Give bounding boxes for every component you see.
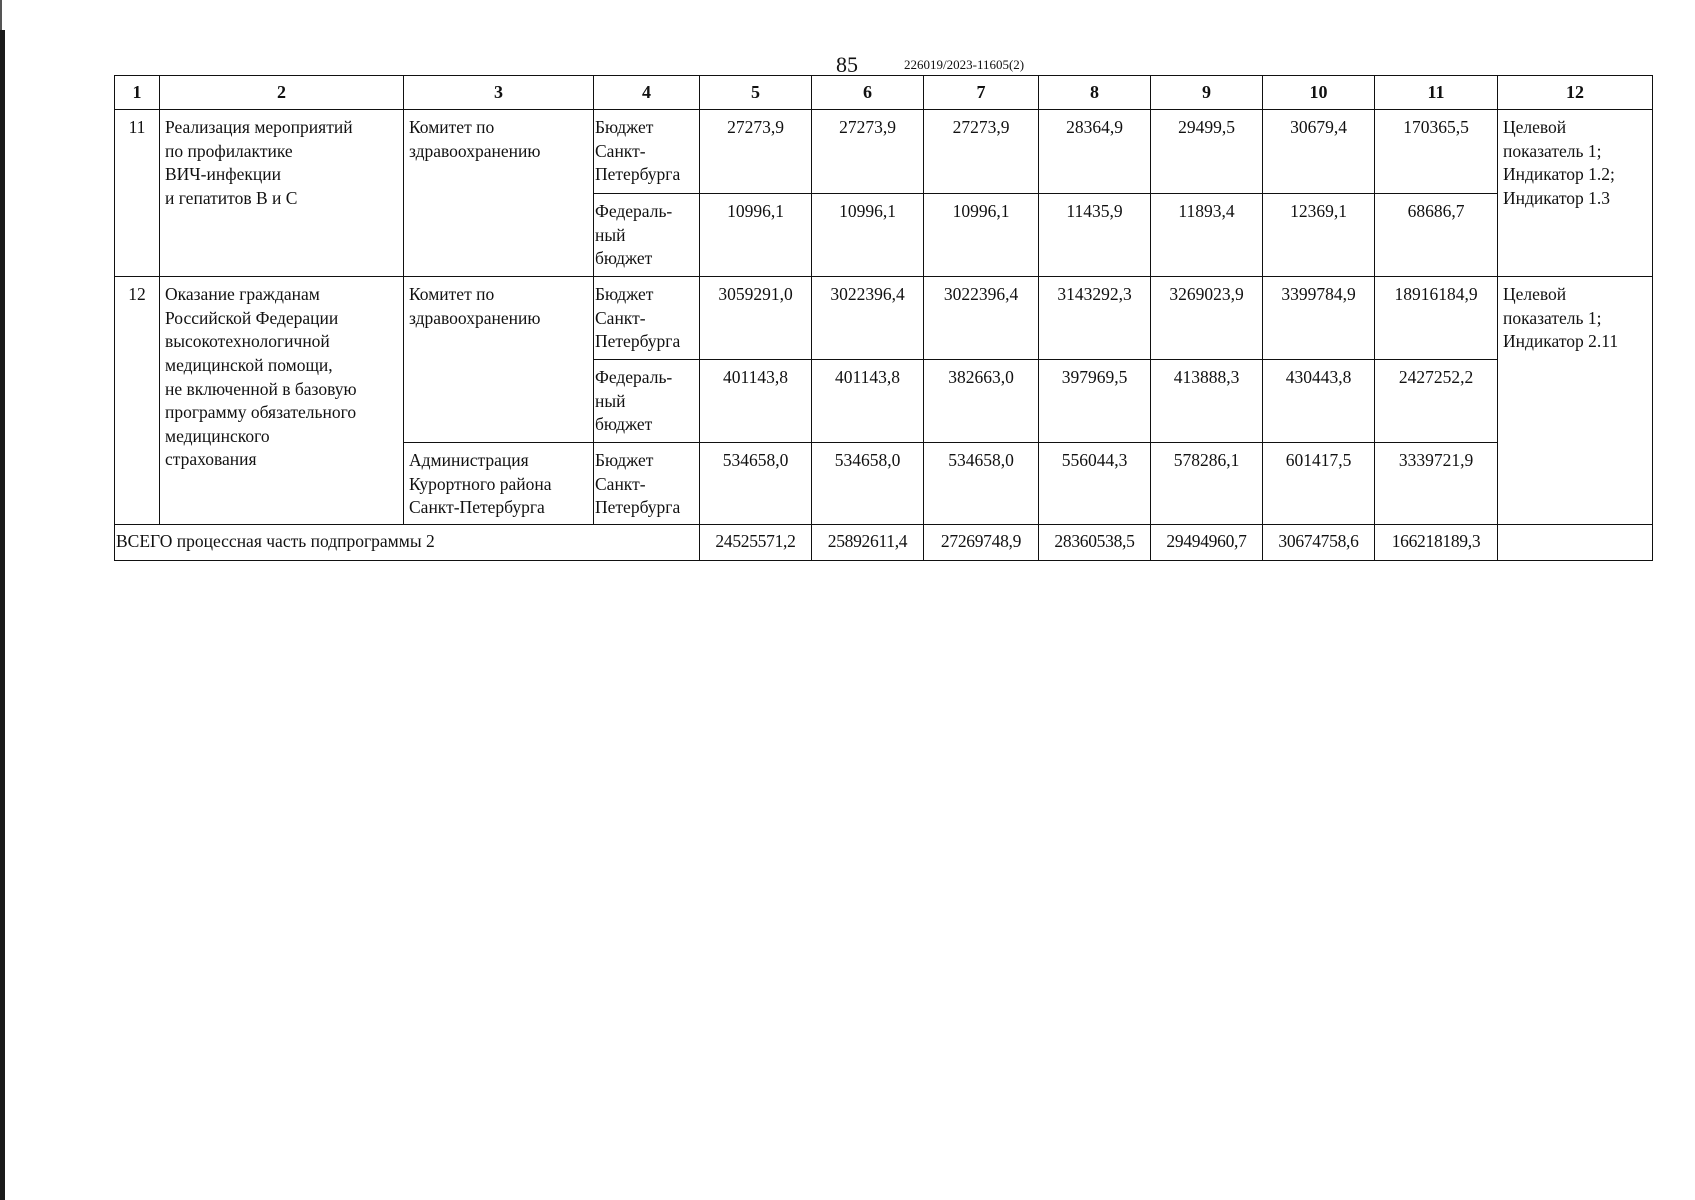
empty-indicator-cell [1498, 525, 1653, 561]
funding-source: Бюджет Санкт- Петербурга [594, 110, 700, 194]
indicators: Целевой показатель 1; Индикатор 1.2; Индикатор 1.3 [1498, 110, 1653, 277]
amount-total-cell: 2427252,2 [1375, 360, 1498, 443]
amount-total-cell: 18916184,9 [1375, 277, 1498, 360]
col-header: 7 [924, 76, 1039, 110]
page-number: 85 [836, 52, 858, 77]
executor: Администрация Курортного района Санкт-Петербурга [404, 443, 594, 525]
total-cell: 28360538,5 [1039, 525, 1151, 561]
scan-binding-edge-top [0, 0, 2, 30]
table-row [115, 110, 1653, 194]
amount-cell: 401143,8 [700, 360, 812, 443]
amount-cell: 10996,1 [924, 194, 1039, 277]
amount-cell: 10996,1 [700, 194, 812, 277]
amount-cell: 3399784,9 [1263, 277, 1375, 360]
event-name: Реализация мероприятий по профилактике ВИЧ-инфекции и гепатитов В и С [160, 110, 404, 277]
col-header: 6 [812, 76, 924, 110]
total-label: ВСЕГО процессная часть подпрограммы 2 [115, 525, 700, 561]
col-header: 11 [1375, 76, 1498, 110]
event-name: Оказание гражданам Российской Федерации высокотехнологичной медицинской помощи, не включенной в базовую программу обязательного медицинского страхования [160, 277, 404, 525]
amount-cell: 3143292,3 [1039, 277, 1151, 360]
amount-cell: 12369,1 [1263, 194, 1375, 277]
budget-table [114, 75, 1653, 561]
amount-cell: 534658,0 [700, 443, 812, 525]
amount-cell: 430443,8 [1263, 360, 1375, 443]
amount-cell: 3022396,4 [924, 277, 1039, 360]
total-cell: 30674758,6 [1263, 525, 1375, 561]
col-header: 12 [1498, 76, 1653, 110]
amount-cell: 11435,9 [1039, 194, 1151, 277]
header-row [115, 76, 1653, 110]
executor: Комитет по здравоохранению [404, 277, 594, 443]
total-cell: 29494960,7 [1151, 525, 1263, 561]
col-header: 9 [1151, 76, 1263, 110]
col-header: 8 [1039, 76, 1151, 110]
col-header: 3 [404, 76, 594, 110]
amount-cell: 30679,4 [1263, 110, 1375, 194]
col-header: 2 [160, 76, 404, 110]
amount-cell: 28364,9 [1039, 110, 1151, 194]
amount-total-cell: 170365,5 [1375, 110, 1498, 194]
amount-cell: 534658,0 [812, 443, 924, 525]
table-row [115, 277, 1653, 360]
col-header: 10 [1263, 76, 1375, 110]
total-cell: 166218189,3 [1375, 525, 1498, 561]
scan-binding-edge [0, 30, 5, 1200]
total-row [115, 525, 1653, 561]
amount-cell: 534658,0 [924, 443, 1039, 525]
funding-source: Бюджет Санкт- Петербурга [594, 443, 700, 525]
row-number: 12 [115, 277, 160, 525]
amount-total-cell: 68686,7 [1375, 194, 1498, 277]
amount-cell: 601417,5 [1263, 443, 1375, 525]
amount-cell: 382663,0 [924, 360, 1039, 443]
amount-cell: 401143,8 [812, 360, 924, 443]
amount-cell: 3269023,9 [1151, 277, 1263, 360]
indicators: Целевой показатель 1; Индикатор 2.11 [1498, 277, 1653, 525]
amount-cell: 413888,3 [1151, 360, 1263, 443]
total-cell: 25892611,4 [812, 525, 924, 561]
amount-total-cell: 3339721,9 [1375, 443, 1498, 525]
amount-cell: 3022396,4 [812, 277, 924, 360]
col-header: 1 [115, 76, 160, 110]
amount-cell: 556044,3 [1039, 443, 1151, 525]
amount-cell: 27273,9 [700, 110, 812, 194]
document-id: 226019/2023-11605(2) [904, 57, 1025, 72]
amount-cell: 27273,9 [812, 110, 924, 194]
row-number: 11 [115, 110, 160, 277]
funding-source: Бюджет Санкт- Петербурга [594, 277, 700, 360]
col-header: 5 [700, 76, 812, 110]
funding-source: Федераль- ный бюджет [594, 194, 700, 277]
amount-cell: 10996,1 [812, 194, 924, 277]
amount-cell: 3059291,0 [700, 277, 812, 360]
col-header: 4 [594, 76, 700, 110]
funding-source: Федераль- ный бюджет [594, 360, 700, 443]
amount-cell: 397969,5 [1039, 360, 1151, 443]
amount-cell: 27273,9 [924, 110, 1039, 194]
total-cell: 24525571,2 [700, 525, 812, 561]
amount-cell: 29499,5 [1151, 110, 1263, 194]
executor: Комитет по здравоохранению [404, 110, 594, 277]
total-cell: 27269748,9 [924, 525, 1039, 561]
amount-cell: 578286,1 [1151, 443, 1263, 525]
amount-cell: 11893,4 [1151, 194, 1263, 277]
